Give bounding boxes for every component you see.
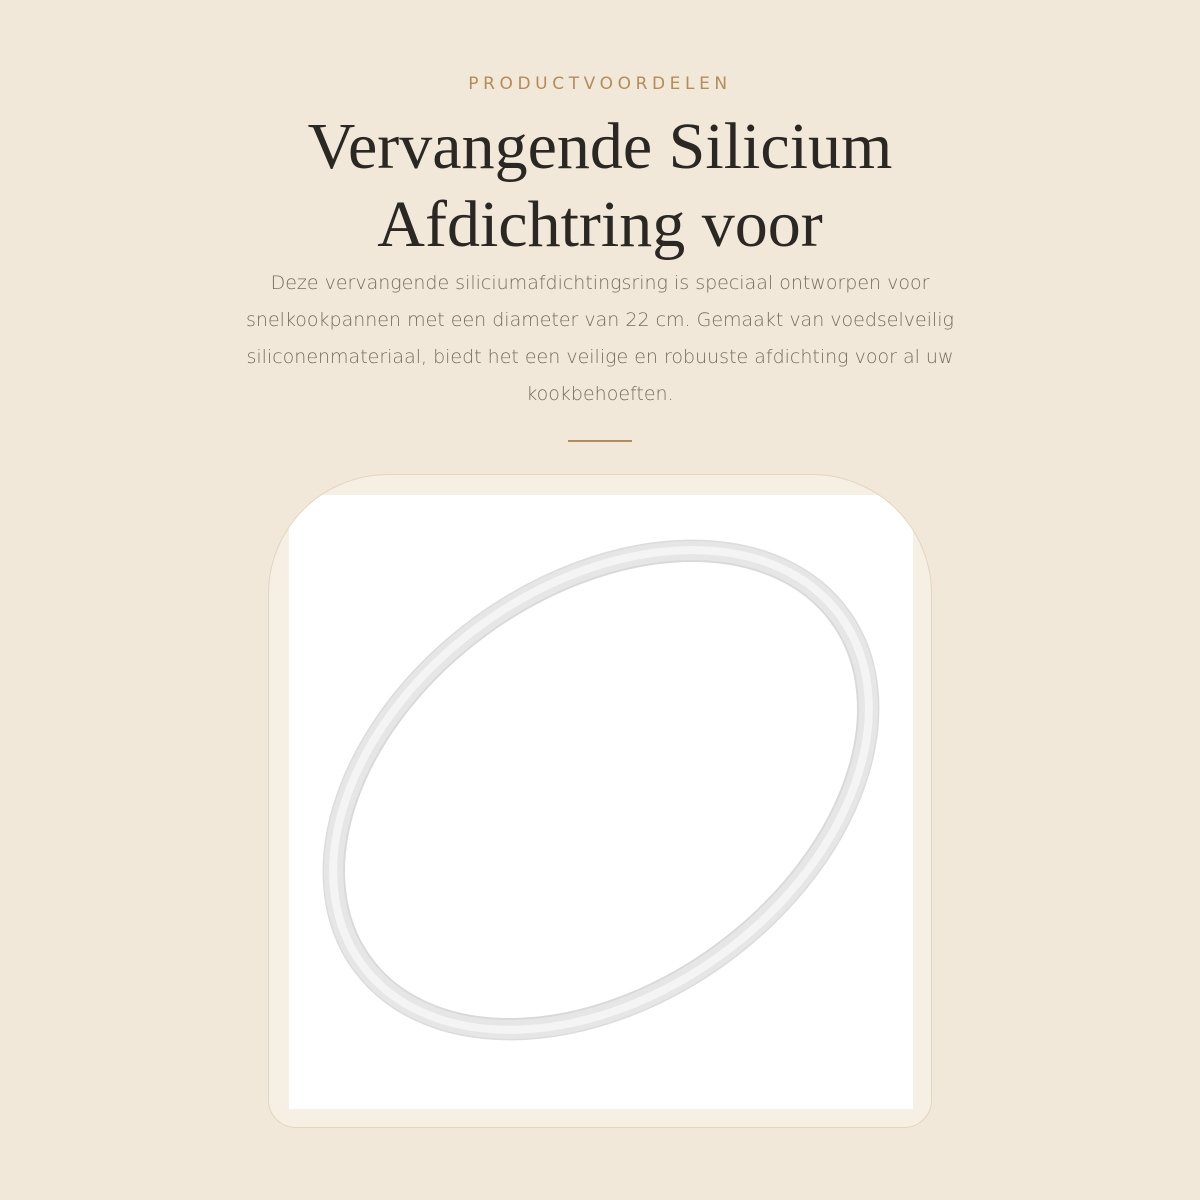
product-image-frame <box>268 474 932 1128</box>
section-eyebrow: PRODUCTVOORDELEN <box>468 74 732 94</box>
silicone-sealing-ring-icon <box>289 495 913 1109</box>
title-divider <box>568 440 632 442</box>
section-title: Vervangende Silicium Afdichtring voor <box>307 110 893 261</box>
product-image <box>289 495 913 1109</box>
section-description: Deze vervangende siliciumafdichtingsring is speciaal ontworpen voor snelkookpannen met een diameter van 22 cm. Gemaakt van voedselveilig siliconenmateriaal, biedt het een veilige en robuuste afdichting voor al uw kookbehoeften. <box>246 272 954 405</box>
